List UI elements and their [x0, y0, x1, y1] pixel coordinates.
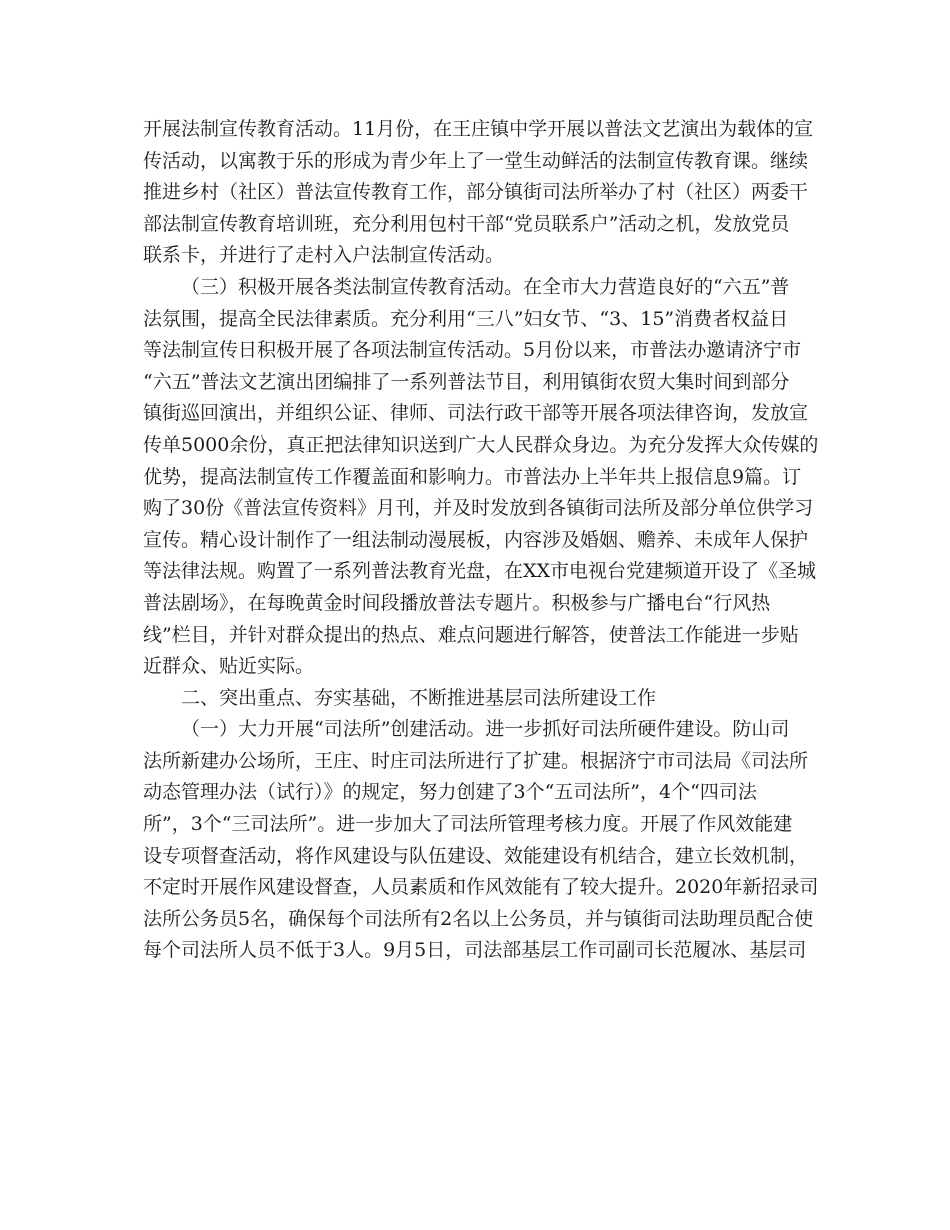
document-page — [143, 114, 819, 967]
text-line: 宣传。精心设计制作了一组法制动漫展板，内容涉及婚姻、赡养、未成年人保护 — [143, 528, 809, 551]
text-line: 开展法制宣传教育活动。11月份，在王庄镇中学开展以普法文艺演出为载体的宣 — [143, 118, 814, 140]
heading-line: 二、突出重点、夯实基础，不断推进基层司法所建设工作 — [181, 686, 657, 709]
text-line: 传单5000余份，真正把法律知识送到广大人民群众身边。为充分发挥大众传媒的 — [143, 433, 819, 456]
text-line: 法所公务员5名，确保每个司法所有2名以上公务员，并与镇街司法助理员配合使 — [143, 907, 814, 930]
section-heading — [143, 683, 809, 715]
text-line: 联系卡，并进行了走村入户法制宣传活动。 — [143, 244, 505, 267]
text-line: 所”，3个“三司法所”。进一步加大了司法所管理考核力度。开展了作风效能建 — [143, 813, 793, 836]
text-line: 购了30份《普法宣传资料》月刊，并及时发放到各镇街司法所及部分单位供学习 — [143, 497, 814, 520]
text-line: 法所新建办公场所，王庄、时庄司法所进行了扩建。根据济宁市司法局《司法所 — [143, 749, 809, 772]
text-line: 每个司法所人员不低于3人。9月5日，司法部基层工作司副司长范履冰、基层司 — [143, 939, 807, 962]
text-line: 等法制宣传日积极开展了各项法制宣传活动。5月份以来，市普法办邀请济宁市 — [143, 339, 802, 362]
text-line: 优势，提高法制宣传工作覆盖面和影响力。市普法办上半年共上报信息9篇。订 — [143, 465, 802, 488]
text-line: 镇街巡回演出，并组织公证、律师、司法行政干部等开展各项法律咨询，发放宣 — [143, 402, 809, 425]
text-line: （三）积极开展各类法制宣传教育活动。在全市大力营造良好的“六五”普 — [181, 275, 790, 298]
text-line: 部法制宣传教育培训班，充分利用包村干部“党员联系户”活动之机，发放党员 — [143, 212, 790, 235]
paragraph-3 — [143, 714, 819, 967]
text-line: 动态管理办法（试行）》的规定，努力创建了3个“五司法所”，4个“四司法 — [143, 781, 757, 804]
text-line: 等法律法规。购置了一系列普法教育光盘，在XX市电视台党建频道开设了《圣城 — [143, 560, 817, 583]
text-line: “六五”普法文艺演出团编排了一系列普法节目，利用镇街农贸大集时间到部分 — [143, 370, 790, 393]
text-line: 不定时开展作风建设督查，人员素质和作风效能有了较大提升。2020年新招录司 — [143, 876, 819, 899]
text-line: （一）大力开展“司法所”创建活动。进一步抓好司法所硬件建设。防山司 — [181, 718, 790, 741]
text-line: 推进乡村（社区）普法宣传教育工作，部分镇街司法所举办了村（社区）两委干 — [143, 181, 809, 204]
text-line: 线”栏目，并针对群众提出的热点、难点问题进行解答，使普法工作能进一步贴 — [143, 623, 799, 646]
paragraph-1 — [143, 114, 814, 272]
text-line: 传活动，以寓教于乐的形成为青少年上了一堂生动鲜活的法制宣传教育课。继续 — [143, 149, 809, 172]
text-line: 普法剧场》，在每晚黄金时间段播放普法专题片。积极参与广播电台“行风热 — [143, 591, 771, 614]
text-line: 法氛围，提高全民法律素质。充分利用“三八”妇女节、“3、15”消费者权益日 — [143, 307, 789, 330]
paragraph-2 — [143, 272, 819, 683]
text-line: 设专项督查活动，将作风建设与队伍建设、效能建设有机结合，建立长效机制， — [143, 844, 809, 867]
text-line: 近群众、贴近实际。 — [143, 655, 315, 678]
